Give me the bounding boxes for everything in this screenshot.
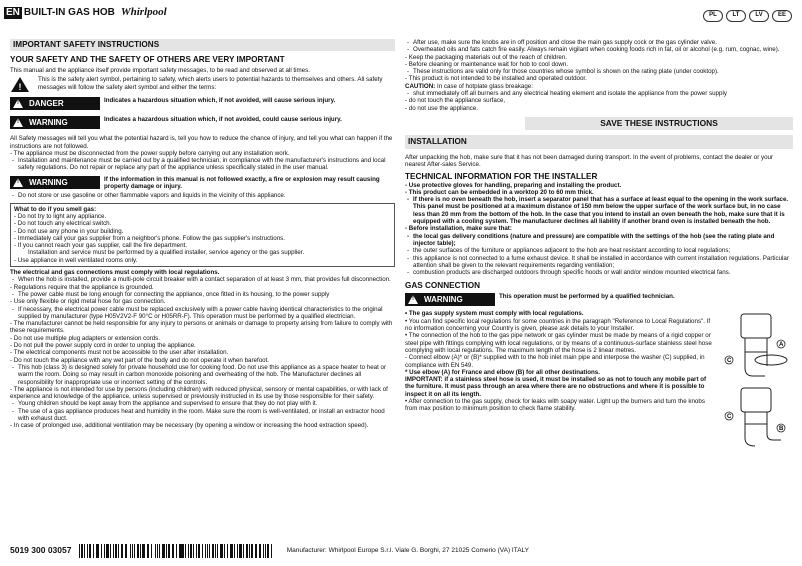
gas-item: • The connection of the hob to the gas pipe network or gas cylinder must be made by means of a rigid copper or steel pipe with fittings complying with local regulations, or by means of a continuous-surface stainless steel hose complying with local regulations. The maximum length of the hose is 2 linear metres. (405, 332, 712, 354)
barcode-bar (122, 544, 123, 558)
right-column (405, 39, 793, 450)
barcode-bar (166, 544, 167, 558)
barcode-bar (115, 544, 117, 558)
product-code: 5019 300 03057 (10, 545, 72, 556)
barcode-bar (159, 544, 160, 558)
barcode-bar (265, 544, 266, 558)
barcode-bar (271, 544, 272, 558)
barcode (79, 544, 272, 558)
smell-gas-box (10, 203, 395, 267)
gas-warning-text: This operation must be performed by a qualified technician. (499, 293, 675, 301)
barcode-bar (181, 544, 184, 558)
tech-item: - If there is no oven beneath the hob, insert a separator panel that has a surface at least equal to the opening in the work surface. This panel must be positioned at a maximum distance of 150 mm below the upper surface of the work surface but, in no case less than 20 mm from the bottom of the hob. In the case that you intend to install an oven beneath the hob, make sure that it is equipped with a cooling system. The manufacturer declines all liability if another brand oven is installed beneath the hob. (405, 196, 793, 225)
elec-item: - The power cable must be long enough for connecting the appliance, once fitted in its housing, to the power supply (10, 291, 395, 298)
safety-item: - These instructions are valid only for those countries whose symbol is shown on the rating plate (under cooktop). (405, 68, 793, 75)
barcode-bar (168, 544, 170, 558)
elec-item: - Use only flexible or rigid metal hose for gas connection. (10, 298, 166, 306)
smell-gas-item: - Do not try to light any appliance. (14, 212, 107, 220)
smell-gas-item: - Do not touch any electrical switch. (14, 220, 112, 228)
warning-text: Indicates a hazardous situation which, if not avoided, could cause serious injury. (104, 116, 342, 124)
smell-gas-item: - Do not use any phone in your building. (14, 227, 124, 235)
elbow-fittings-diagram (721, 310, 791, 450)
header (4, 7, 167, 19)
save-instructions-banner: SAVE THESE INSTRUCTIONS (525, 117, 793, 130)
barcode-bar (231, 544, 233, 558)
gas-connection-title: GAS CONNECTION (405, 281, 481, 291)
barcode-bar (256, 544, 257, 558)
barcode-bar (207, 544, 208, 558)
barcode-bar (234, 544, 235, 558)
barcode-bar (259, 544, 262, 558)
barcode-bar (81, 544, 83, 558)
label-c: C (727, 358, 732, 365)
label-b: B (779, 426, 784, 433)
tech-title: TECHNICAL INFORMATION FOR THE INSTALLER (405, 171, 598, 181)
elec-item: - Young children should be kept away from the appliance and supervised to ensure that they do not play with it. (10, 400, 395, 407)
barcode-bar (106, 544, 109, 558)
barcode-bar (193, 544, 194, 558)
doc-title: BUILT-IN GAS HOB (23, 7, 115, 18)
barcode-bar (110, 544, 111, 558)
tech-item: - the outer surfaces of the furniture or appliances adjacent to the hob are heat resistant according to local regulations; (405, 247, 793, 254)
barcode-bar (185, 544, 186, 558)
caution-item: - do not touch the appliance surface, (405, 97, 506, 105)
label-a: A (779, 342, 784, 349)
danger-text: Indicates a hazardous situation which, if not avoided, will cause serious injury. (104, 97, 336, 105)
elec-item: - When the hob is installed, provide a multi-pole circuit breaker with a contact separation of at least 3 mm, that provides full disconnection. (10, 276, 395, 283)
elec-title: The electrical and gas connections must comply with local regulations. (10, 269, 220, 277)
barcode-bar (142, 544, 145, 558)
alert-text: This is the safety alert symbol, pertaining to safety, which alerts users to potential hazards to themselves and others. All safety messages will follow the safety alert symbol and either the terms: (38, 76, 383, 91)
language-code: EN (6, 7, 20, 18)
barcode-bar (84, 544, 85, 558)
barcode-bar (151, 544, 153, 558)
language-badge: PL (703, 10, 723, 22)
tech-item: - this appliance is not connected to a fume exhaust device. It shall be installed in accordance with current installation regulations. Particular attention shall be given to the relevant requirements regarding ventilation; (405, 255, 793, 270)
elec-item: - The manufacturer cannot be held responsible for any injury to persons or animals or damage to property arising from failure to comply with these requirements. (10, 320, 393, 335)
elec-item: - The use of a gas appliance produces heat and humidity in the room. Make sure the room is well-ventilated, or install an extractor hood with exhaust duct. (10, 408, 395, 423)
safety-item: - After use, make sure the knobs are in off position and close the main gas supply cock or the gas cylinder valve. (405, 39, 793, 46)
barcode-bar (118, 544, 119, 558)
svg-text:!: ! (18, 82, 22, 93)
smell-gas-item: Installation and service must be performed by a qualified installer, service agency or the gas supplier. (28, 249, 305, 257)
caution-item: - do not use the appliance. (405, 104, 478, 112)
elec-item: - The appliance is not intended for use by persons (including children) with reduced physical, sensory or mental capabilities, or with lack of experience and knowledge of the appliance, unless supervised or previously instructed in its use by those responsible for their safety. (10, 385, 388, 401)
safety-para: All Safety messages will tell you what the potential hazard is, tell you how to reduce the chance of injury, and tell you what can happen if the instructions are not followed. (10, 135, 393, 150)
elec-item: - The electrical components must not be accessible to the user after installation. (10, 349, 229, 357)
gas-item: * Use elbow (A) for France and elbow (B) for all other destinations. (405, 368, 600, 376)
tech-item: - the local gas delivery conditions (nature and pressure) are compatible with the settings of the hob (see the rating plate and injector table); (405, 233, 793, 248)
gasoline-item: - Do not store or use gasoline or other flammable vapors and liquids in the vicinity of this appliance. (10, 192, 395, 199)
elec-item: - In case of prolonged use, additional ventilation may be necessary (by opening a window or increasing the hood extraction speed). (10, 422, 369, 430)
barcode-bar (89, 544, 92, 558)
barcode-bar (148, 544, 149, 558)
smell-gas-item: - Use appliance in well ventilated rooms only. (14, 256, 138, 264)
safety-item: - Keep the packaging materials out of the reach of children. (405, 53, 568, 61)
barcode-bar (176, 544, 177, 558)
tech-item: - combustion products are discharged outdoors through specific hoods or wall and/or window mounted electrical fans. (405, 269, 793, 276)
disconnect-item: - The appliance must be disconnected from the power supply before carrying out any installation work. (10, 149, 290, 157)
elec-item: - If necessary, the electrical power cable must be replaced exclusively with a power cable having identical characteristics to the original supplied by manufacturer (type H05V2V2-F 90°C or H05RR-F). This operation must be performed by a qualified electrician. (10, 306, 395, 321)
elec-item: - This hob (class 3) is designed solely for private household use for cooking food. Do not use this appliance as a space heater to heat or warm the room. Doing so may result in carbon monoxide poisoning and overheating of the hob. The Manufacturer declines all responsibility for inappropriate use or incorrect setting of the controls. (10, 364, 395, 386)
smell-gas-item: - Immediately call your gas supplier from a neighbor's phone. Follow the gas supplier's instructions. (14, 234, 285, 242)
caution-label: CAUTION: (405, 82, 436, 90)
safety-item: - Overheated oils and fats catch fire easily. Always remain vigilant when cooking foods rich in fat, oil or alcohol (e.g. rum, cognac, wine). (405, 46, 793, 53)
smell-gas-title: What to do if you smell gas: (14, 205, 97, 213)
installation-item: - Installation and maintenance must be carried out by a qualified technician, in compliance with the manufacturer's instructions and local safety regulations. Do not repair or replace any part of the appliance unless specifically stated in the user manual. (10, 157, 395, 172)
alert-icon (10, 76, 30, 93)
barcode-bar (157, 544, 158, 558)
barcode-bar (132, 544, 133, 558)
gas-item: • After connection to the gas supply, check for leaks with soapy water. Light up the burners and turn the knobs from max position to minimum position to check flame stability. (405, 397, 705, 413)
barcode-bar (134, 544, 135, 558)
barcode-bar (249, 544, 250, 558)
footer (10, 544, 529, 558)
installation-title: INSTALLATION (405, 135, 793, 149)
barcode-bar (173, 544, 174, 558)
caution-text: In case of hotplate glass breakage: (436, 82, 533, 90)
gas-item: • You can find specific local regulations for some countries in the paragraph "Reference to Local Regulations". If no information concerning your Country is given, please ask details to your Installer. (405, 317, 711, 333)
gas-warning-badge: ! WARNING (405, 293, 495, 306)
barcode-bar (217, 544, 218, 558)
barcode-bar (251, 544, 253, 558)
warning-badge: ! WARNING (10, 116, 100, 129)
tech-item: - This product can be embedded in a worktop 20 to 60 mm thick. (405, 188, 594, 196)
barcode-bar (140, 544, 141, 558)
gas-item: • The gas supply system must comply with local regulations. (405, 310, 584, 318)
barcode-bar (98, 544, 99, 558)
warning-badge-2: ! WARNING (10, 176, 100, 189)
elec-item: - Regulations require that the appliance is grounded. (10, 283, 154, 291)
barcode-bar (93, 544, 94, 558)
manufacturer-text: Manufacturer: Whirlpool Europe S.r.l. Viale G. Borghi, 27 21025 Comerio (VA) ITALY (286, 547, 530, 555)
barcode-bar (202, 544, 203, 558)
barcode-bar (220, 544, 223, 558)
tech-item: - Before installation, make sure that: (405, 225, 512, 233)
label-c-2: C (727, 414, 732, 421)
tech-item: - Use protective gloves for handling, preparing and installing the product. (405, 181, 622, 189)
barcode-bar (162, 544, 165, 558)
barcode-bar (190, 544, 192, 558)
barcode-bar (198, 544, 201, 558)
caution-item: - shut immediately off all burners and any electrical heating element and isolate the appliance from the power supply (405, 90, 793, 97)
danger-badge: ! DANGER (10, 97, 100, 110)
language-badge: LT (726, 10, 746, 22)
safety-section-title: IMPORTANT SAFETY INSTRUCTIONS (10, 39, 395, 51)
barcode-bar (227, 544, 228, 558)
safety-item: - This product is not intended to be installed and operated outdoor. (405, 75, 587, 83)
barcode-bar (224, 544, 226, 558)
brand-logo: Whirlpool (120, 6, 167, 19)
barcode-bar (125, 544, 128, 558)
barcode-bar (101, 544, 102, 558)
barcode-bar (215, 544, 216, 558)
smell-gas-item: - If you cannot reach your gas supplier, call the fire department. (14, 242, 187, 250)
language-badges (700, 10, 792, 22)
installation-text: After unpacking the hob, make sure that it has not been damaged during transport. In the event of problems, contact the dealer or your nearest After-sales Service. (405, 153, 774, 169)
elec-item: - Do not pull the power supply cord in order to unplug the appliance. (10, 342, 196, 350)
language-badge: EE (772, 10, 792, 22)
barcode-bar (239, 544, 242, 558)
intro-text: This manual and the appliance itself provide important safety messages, to be read and observed at all times. (10, 67, 310, 74)
safety-subtitle: YOUR SAFETY AND THE SAFETY OF OTHERS ARE VERY IMPORTANT (10, 55, 285, 64)
left-column (10, 39, 395, 430)
gas-item: IMPORTANT: if a stainless steel hose is used, it must be installed so as not to touch any mobile part of the furniture. It must pass through an area where there are no obstructions and where it is possible to inspect it on all its length. (405, 376, 707, 398)
gas-item: - Connect elbow (A)* or (B)* supplied with to the hob inlet main pipe and interpose the washer (C) supplied, in compliance with EN 549. (405, 354, 705, 369)
barcode-bar (209, 544, 210, 558)
safety-item: - Before cleaning or maintenance wait for hob to cool down. (405, 60, 569, 68)
elec-item: - Do not use multiple plug adapters or extension cords. (10, 334, 160, 342)
barcode-bar (243, 544, 244, 558)
language-badge: LV (749, 10, 769, 22)
barcode-bar (267, 544, 269, 558)
elec-item: - Do not touch the appliance with any wet part of the body and do not operate it when barefoot. (10, 356, 270, 364)
warning-text-2: If the information in this manual is not followed exactly, a fire or explosion may result causing property damage or injury. (104, 175, 380, 191)
